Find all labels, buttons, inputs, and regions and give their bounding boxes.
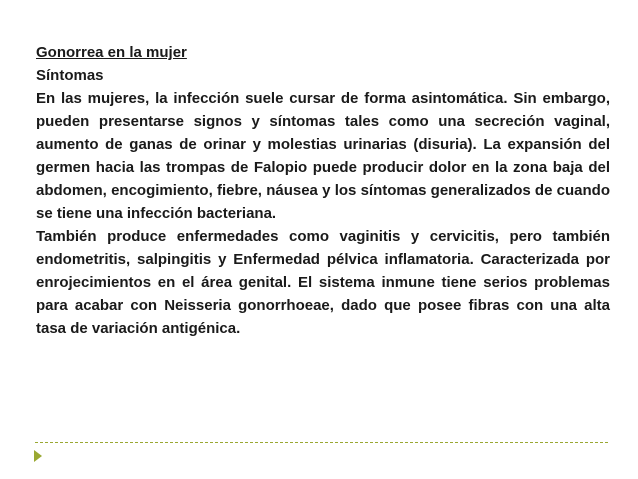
paragraph-diseases: También produce enfermedades como vaginitis y cervicitis, pero también endometritis, salpingitis y Enfermedad pélvica inflamatoria. Caracterizada por enrojecimientos en el área genital. El sistema inmune tiene serios problemas para acabar con Neisseria gonorrhoeae, dado que posee fibras con una alta tasa de variación antigénica.	[36, 228, 610, 337]
triangle-right-icon	[34, 450, 42, 462]
slide-title: Gonorrea en la mujer	[36, 44, 187, 61]
slide-content	[36, 41, 610, 340]
section-heading: Síntomas	[36, 67, 104, 84]
dashed-divider	[35, 442, 608, 443]
paragraph-symptoms: En las mujeres, la infección suele cursar de forma asintomática. Sin embargo, pueden presentarse signos y síntomas tales como una secreción vaginal, aumento de ganas de orinar y molestias urinarias (disuria). La expansión del germen hacia las trompas de Falopio puede producir dolor en la zona baja del abdomen, encogimiento, fiebre, náusea y los síntomas generalizados de cuando se tiene una infección bacteriana.	[36, 90, 610, 222]
